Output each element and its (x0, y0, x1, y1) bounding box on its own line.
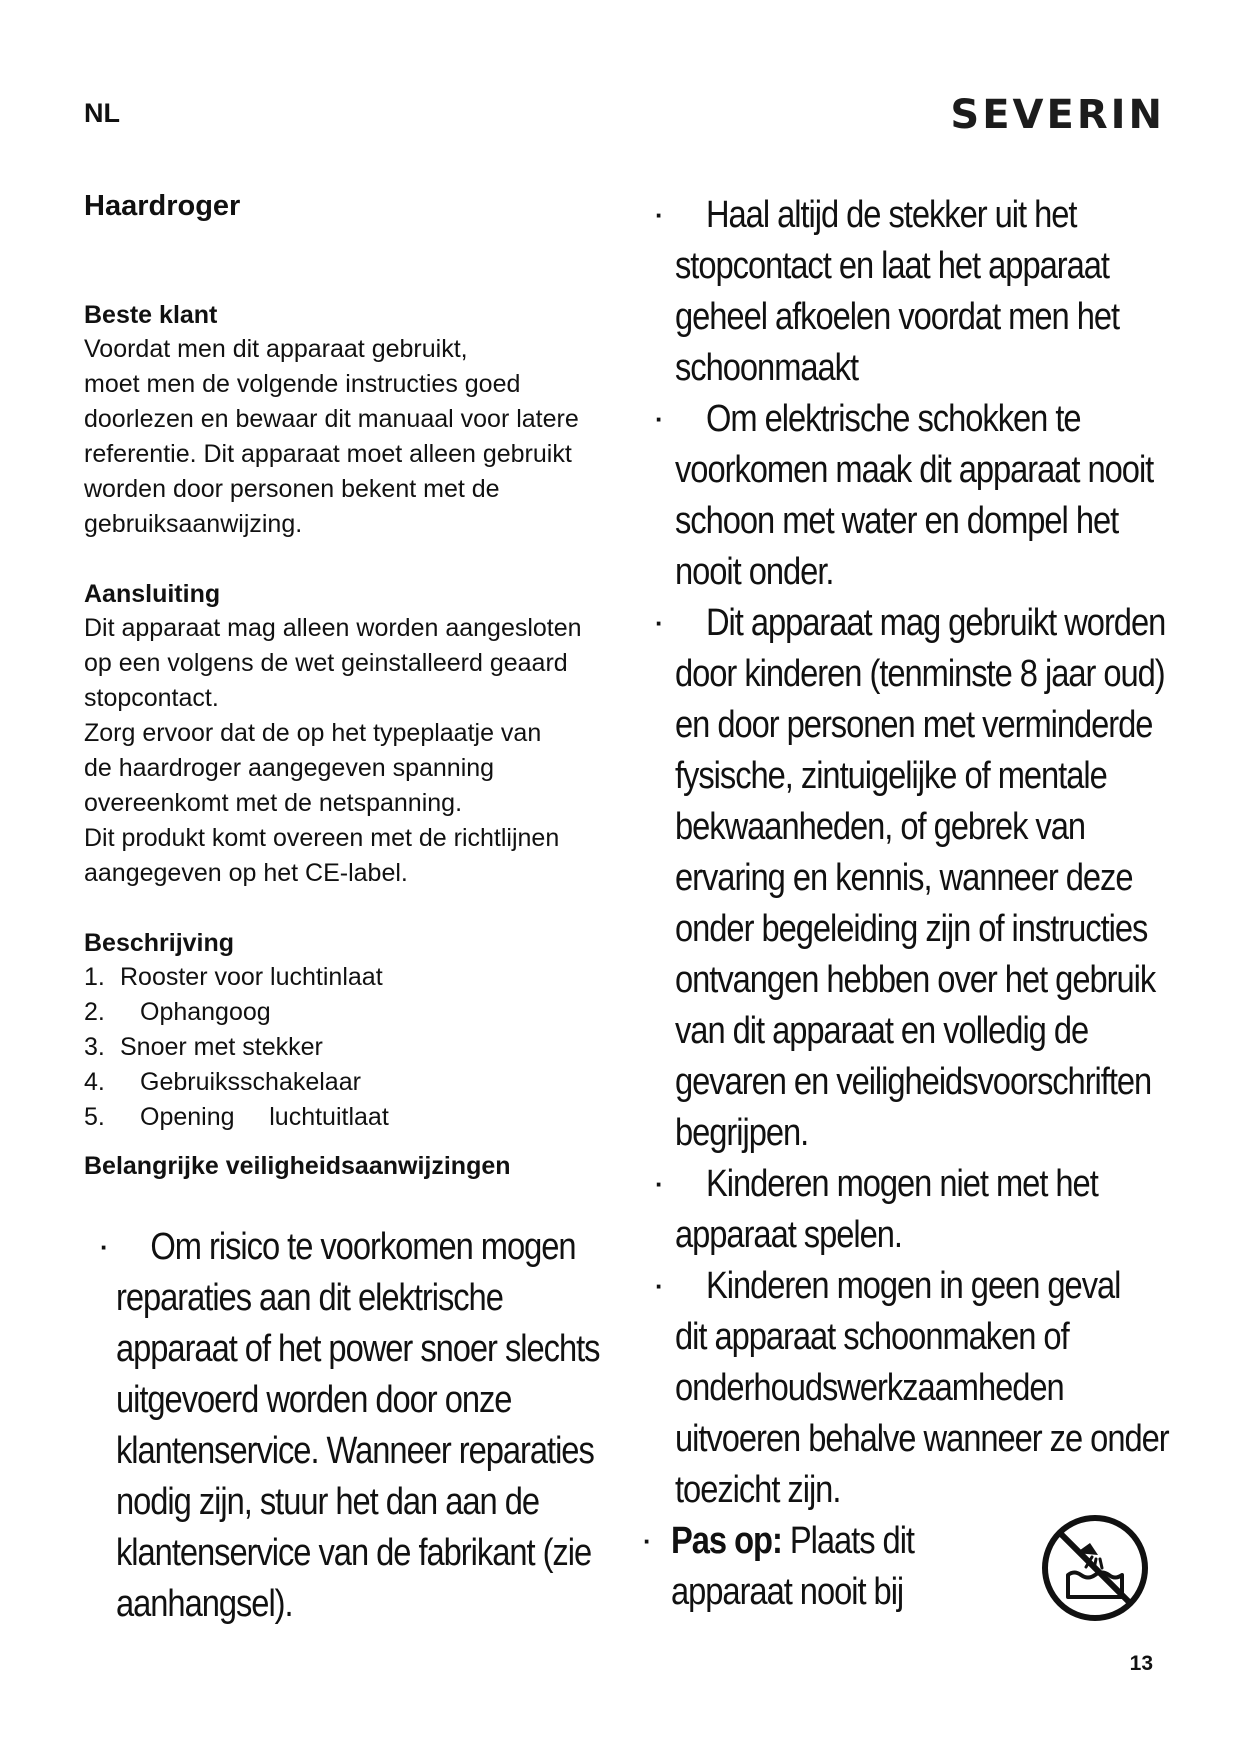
text-line: Dit apparaat mag gebruikt worden (705, 602, 1166, 644)
safety-text (675, 1261, 1169, 1516)
list-label: Opening luchtuitlaat (140, 1103, 389, 1131)
list-item (84, 995, 644, 1030)
safety-item-unplug (655, 190, 1215, 394)
safety-text (675, 1159, 1139, 1261)
text-line: de haardroger aangegeven spanning (84, 754, 495, 782)
list-item (84, 960, 644, 995)
text-line: klantenservice. Wanneer reparaties (116, 1430, 594, 1472)
list-label: Ophangoog (140, 998, 271, 1026)
language-code: NL (84, 98, 120, 128)
list-number: 1. (84, 963, 105, 991)
text-line: moet men de volgende instructies goed (84, 370, 521, 398)
bullet-icon: · (643, 1526, 652, 1556)
text-line: schoon met water en dompel het (675, 500, 1119, 542)
text-line: begrijpen. (675, 1112, 809, 1154)
text-line: onderhoudswerkzaamheden (675, 1367, 1064, 1409)
bullet-icon: · (100, 1232, 109, 1262)
aansluiting-text (84, 611, 644, 891)
text-line: nooit onder. (675, 551, 834, 593)
text-line: Dit apparaat mag alleen worden aangesloten (84, 614, 582, 642)
page-number: 13 (1129, 1652, 1153, 1675)
safety-item-children-play (655, 1159, 1215, 1261)
text-line: referentie. Dit apparaat moet alleen gebruikt (84, 440, 572, 468)
text-line: Zorg ervoor dat de op het typeplaatje van (84, 719, 542, 747)
text-line: van dit apparaat en volledig de (675, 1010, 1089, 1052)
text-line: ontvangen hebben over het gebruik (675, 959, 1156, 1001)
bullet-icon: · (655, 404, 664, 434)
list-number: 3. (84, 1033, 105, 1061)
text-line: gebruiksaanwijzing. (84, 510, 303, 538)
text-line: toezicht zijn. (675, 1469, 841, 1511)
list-item (84, 1065, 644, 1100)
text-line: apparaat of het power snoer slechts (116, 1328, 600, 1370)
text-line: Kinderen mogen in geen geval (705, 1265, 1121, 1307)
text-line: en door personen met verminderde (675, 704, 1153, 746)
text-line: uitvoeren behalve wanneer ze onder (675, 1418, 1169, 1460)
safety-text (675, 394, 1154, 598)
list-item (84, 1030, 644, 1065)
safety-item-shock (655, 394, 1215, 598)
text-line: op een volgens de wet geinstalleerd geaard (84, 649, 568, 677)
list-label: Snoer met stekker (120, 1033, 323, 1061)
text-line: apparaat spelen. (675, 1214, 902, 1256)
text-line: geheel afkoelen voordat men het (675, 296, 1120, 338)
left-column (84, 298, 644, 1183)
text-line: doorlezen en bewaar dit manuaal voor latere (84, 405, 579, 433)
text-line: gevaren en veiligheidsvoorschriften (675, 1061, 1152, 1103)
list-number: 2. (84, 998, 105, 1026)
document-title: Haardroger (84, 190, 241, 222)
text-line: Haal altijd de stekker uit het (705, 194, 1077, 236)
text-line: Om elektrische schokken te (705, 398, 1081, 440)
text-line: overeenkomt met de netspanning. (84, 789, 463, 817)
bullet-icon: · (655, 1271, 664, 1301)
list-item (84, 1100, 644, 1135)
text-line: reparaties aan dit elektrische (116, 1277, 503, 1319)
text-line: stopcontact en laat het apparaat (675, 245, 1109, 287)
list-number: 5. (84, 1103, 105, 1131)
safety-item-children-cleaning (655, 1261, 1215, 1516)
section-heading-beschrijving: Beschrijving (84, 929, 235, 957)
caution-text: Plaats dit (789, 1520, 914, 1562)
section-heading-beste-klant: Beste klant (84, 301, 218, 329)
list-label: Gebruiksschakelaar (140, 1068, 361, 1096)
text-line: stopcontact. (84, 684, 219, 712)
list-label: Rooster voor luchtinlaat (120, 963, 383, 991)
section-heading-aansluiting: Aansluiting (84, 580, 221, 608)
section-heading-veiligheid: Belangrijke veiligheidsaanwijzingen (84, 1152, 511, 1180)
text-line: voorkomen maak dit apparaat nooit (675, 449, 1154, 491)
bullet-icon: · (655, 608, 664, 638)
safety-text (675, 190, 1139, 394)
text-line: apparaat nooit bij (671, 1571, 904, 1613)
safety-item-repairs (100, 1222, 700, 1630)
text-line: klantenservice van de fabrikant (zie (116, 1532, 592, 1574)
parts-list (84, 960, 644, 1135)
text-line: aanhangsel). (116, 1583, 293, 1625)
text-line: uitgevoerd worden door onze (116, 1379, 512, 1421)
text-line: nodig zijn, stuur het dan aan de (116, 1481, 540, 1523)
no-bath-shower-icon (1040, 1513, 1150, 1623)
safety-item-children-use (655, 598, 1215, 1159)
safety-text (675, 598, 1166, 1159)
text-line: door kinderen (tenminste 8 jaar oud) (675, 653, 1165, 695)
beste-klant-text (84, 332, 644, 542)
text-line: Om risico te voorkomen mogen (150, 1226, 576, 1268)
text-line: aangegeven op het CE-label. (84, 859, 408, 887)
text-line: schoonmaakt (675, 347, 859, 389)
list-number: 4. (84, 1068, 105, 1096)
bullet-icon: · (655, 200, 664, 230)
text-line: Voordat men dit apparaat gebruikt, (84, 335, 468, 363)
text-line: worden door personen bekent met de (84, 475, 500, 503)
caution-label: Pas op: (671, 1520, 782, 1562)
text-line: fysische, zintuigelijke of mentale (675, 755, 1107, 797)
severin-logo: SEVERIN (950, 92, 1165, 138)
right-column (643, 190, 1215, 1618)
text-line: onder begeleiding zijn of instructies (675, 908, 1148, 950)
text-line: Dit produkt komt overeen met de richtlijnen (84, 824, 560, 852)
bullet-icon: · (655, 1169, 664, 1199)
text-line: ervaring en kennis, wanneer deze (675, 857, 1133, 899)
text-line: Kinderen mogen niet met het (705, 1163, 1098, 1205)
safety-text (116, 1222, 618, 1630)
text-line: bekwaanheden, of gebrek van (675, 806, 1086, 848)
text-line: dit apparaat schoonmaken of (675, 1316, 1069, 1358)
